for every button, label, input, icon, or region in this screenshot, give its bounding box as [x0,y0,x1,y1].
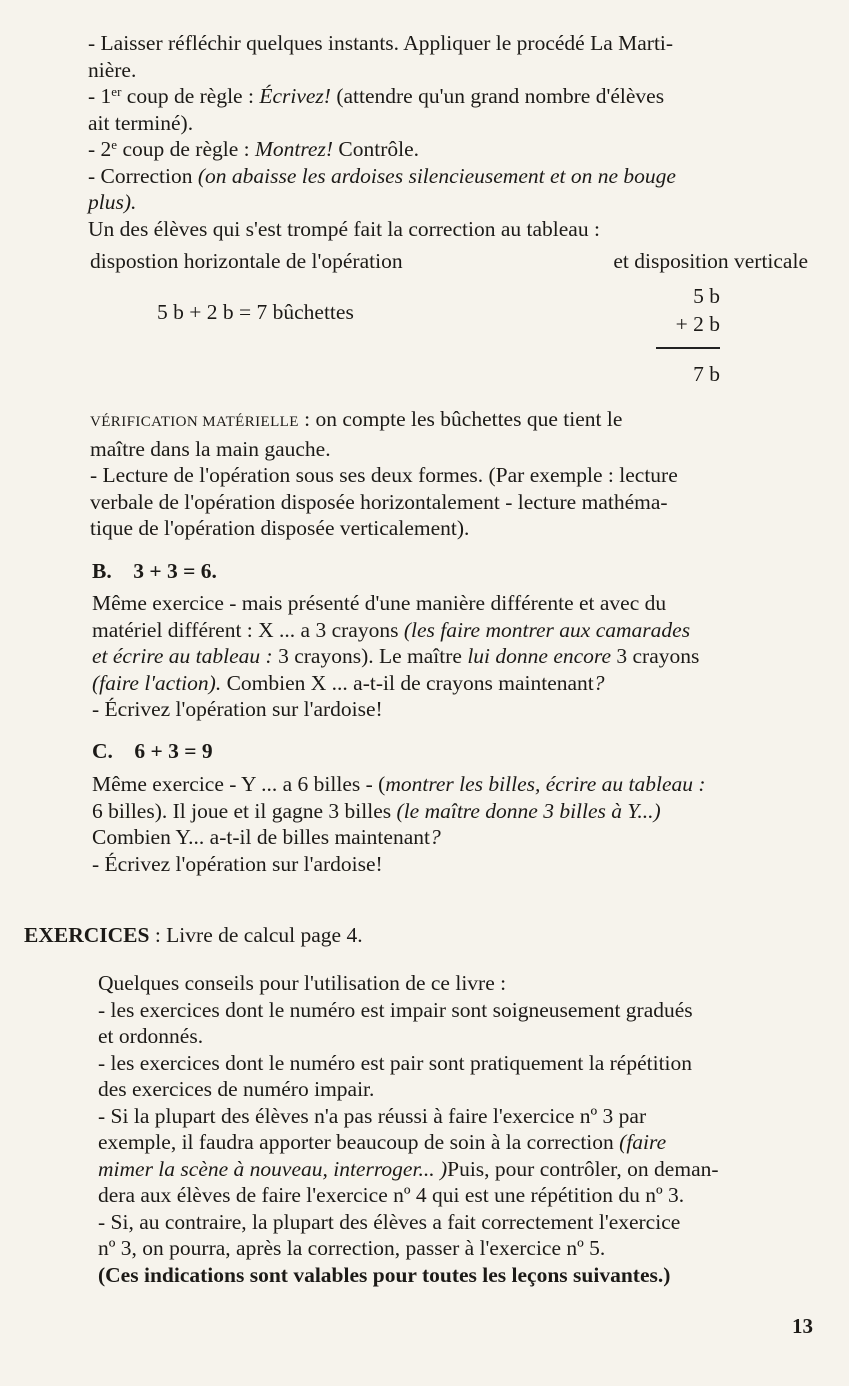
exercices-heading [24,923,363,948]
text-line: Combien Y... a-t-il de billes maintenant? [92,825,441,849]
section-c-body [92,771,808,877]
text-line: Un des élèves qui s'est trompé fait la correction au tableau : [88,216,600,241]
text-line: nº 3, on pourra, après la correction, passer à l'exercice nº 5. [98,1236,606,1260]
text-line: Même exercice - Y ... a 6 billes - (montrer les billes, écrire au tableau : [92,772,706,796]
text-line: - Laisser réfléchir quelques instants. Appliquer le procédé La Marti- [88,31,674,55]
exercices-label: EXERCICES [24,923,150,947]
text-line: Quelques conseils pour l'utilisation de ce livre : [98,971,507,995]
text-line: matériel différent : X ... a 3 crayons (les faire montrer aux camarades [92,617,691,642]
vertical-term-2: + 2 b [675,312,720,336]
text-line: - Lecture de l'opération sous ses deux formes. (Par exemple : lecture [90,463,678,487]
text-line: - 2e coup de règle : Montrez! Contrôle. [88,137,420,161]
section-b-heading: B. 3 + 3 = 6. [92,559,217,583]
text-line: plus). [88,190,137,214]
sum-line [656,347,720,349]
text-line: verbale de l'opération disposée horizontalement - lecture mathéma- [90,489,668,514]
section-c-heading: C. 6 + 3 = 9 [92,739,213,763]
section-b-body [92,590,808,723]
vertical-term-1: 5 b [693,284,720,308]
text-line: et ordonnés. [98,1024,204,1048]
vertical-result: 7 b [693,362,720,386]
note-line: (Ces indications sont valables pour toutes les leçons suivantes.) [98,1262,671,1287]
intro-steps [88,30,808,242]
text-line: - Écrivez l'opération sur l'ardoise! [92,697,383,721]
advice-block [98,970,810,1288]
text-line: VÉRIFICATION MATÉRIELLE : on compte les bûchettes que tient le [90,407,623,431]
text-line: Même exercice - mais présenté d'une manière différente et avec du [92,591,667,615]
vertical-label: et disposition verticale [613,249,808,273]
text-line: nière. [88,57,137,82]
text-line: maître dans la main gauche. [90,436,331,461]
text-line: - les exercices dont le numéro est pair sont pratiquement la répétition [98,1050,693,1075]
text-line: - Correction (on abaisse les ardoises silencieusement et on ne bouge [88,163,676,188]
horizontal-label: dispostion horizontale de l'opération [90,249,403,273]
text-line: - Si, au contraire, la plupart des élèves a fait correctement l'exercice [98,1209,681,1234]
text-line: (faire l'action). Combien X ... a-t-il de crayons maintenant? [92,670,605,695]
text-line: exemple, il faudra apporter beaucoup de soin à la correction (faire [98,1130,667,1154]
text-line: - Si la plupart des élèves n'a pas réussi à faire l'exercice nº 3 par [98,1103,647,1128]
text-line: des exercices de numéro impair. [98,1077,375,1101]
text-line: - Écrivez l'opération sur l'ardoise! [92,851,383,876]
text-line: dera aux élèves de faire l'exercice nº 4 qui est une répétition du nº 3. [98,1183,685,1207]
text-line: 6 billes). Il joue et il gagne 3 billes (le maître donne 3 billes à Y...) [92,798,661,823]
text-line: - 1er coup de règle : Écrivez! (attendre qu'un grand nombre d'élèves [88,84,665,108]
text-line: mimer la scène à nouveau, interroger... )Puis, pour contrôler, on deman- [98,1156,719,1181]
page-number: 13 [792,1314,813,1338]
text-line: - les exercices dont le numéro est impair sont soigneusement gradués [98,997,693,1022]
verification-block [90,406,808,542]
exercices-text: : Livre de calcul page 4. [149,923,363,947]
text-line: et écrire au tableau : 3 crayons). Le maître lui donne encore 3 crayons [92,644,700,668]
text-line: tique de l'opération disposée verticalement). [90,516,470,540]
text-line: ait terminé). [88,110,194,135]
horizontal-equation: 5 b + 2 b = 7 bûchettes [157,300,354,324]
